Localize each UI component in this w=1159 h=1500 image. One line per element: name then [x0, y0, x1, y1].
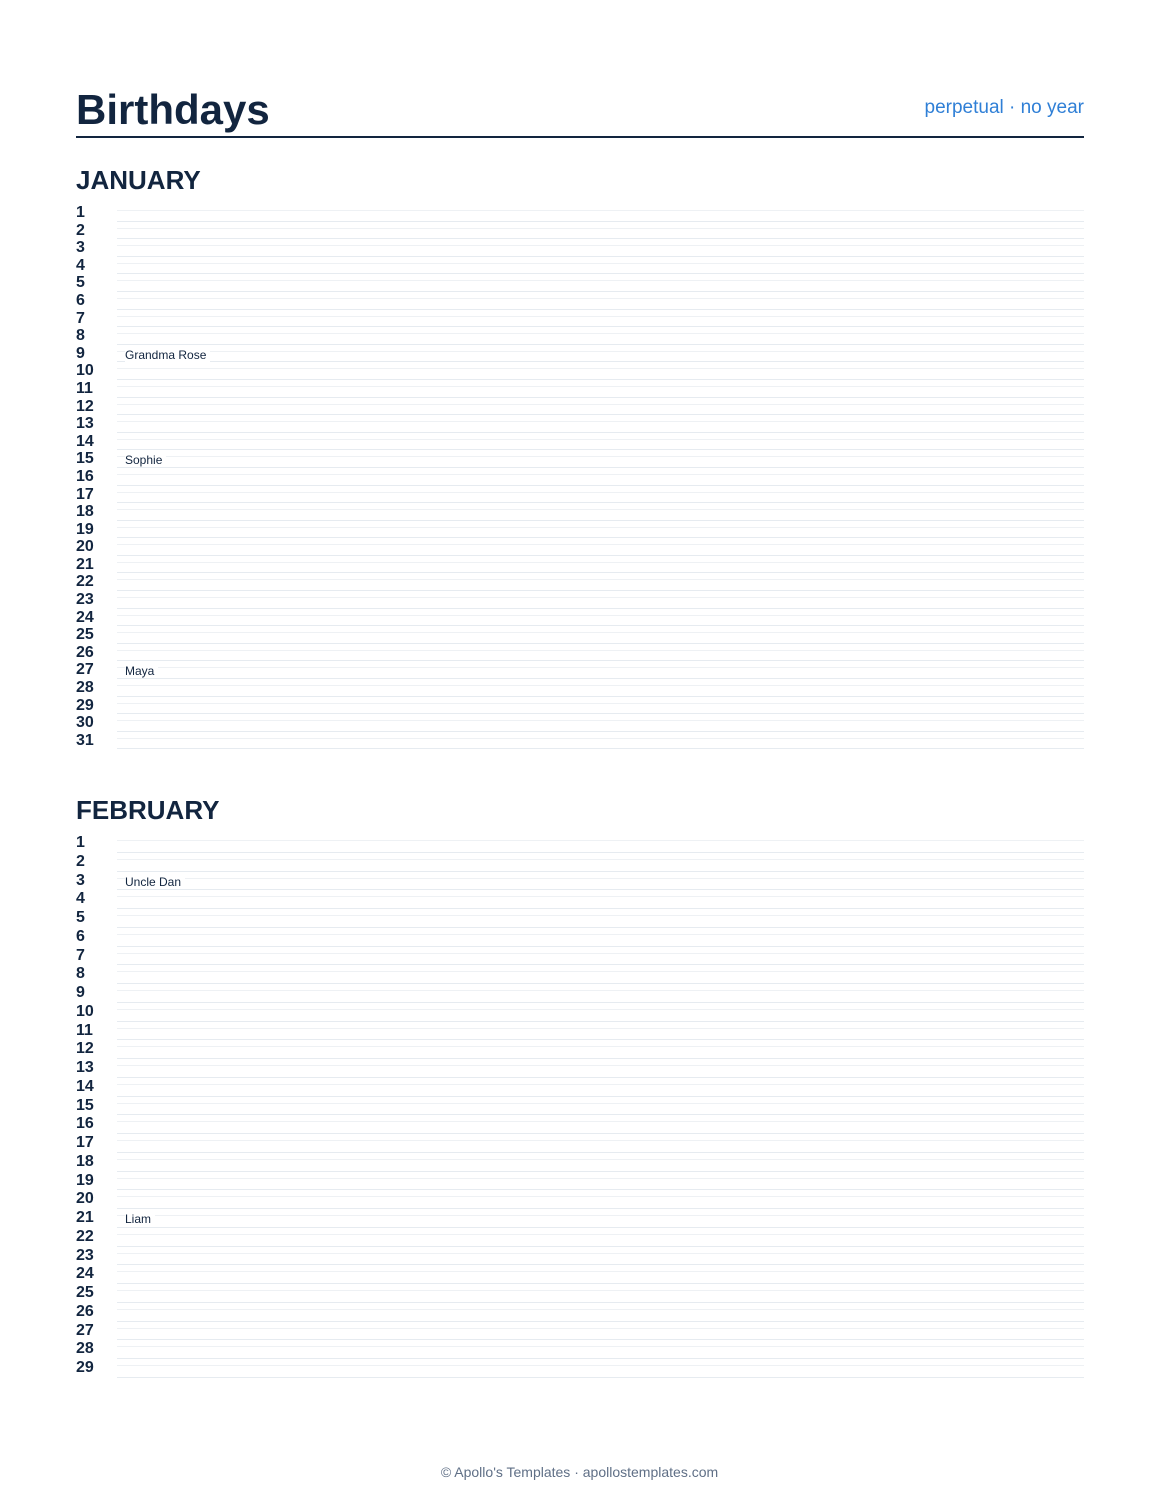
- day-row: [76, 362, 1084, 380]
- day-number: 31: [76, 731, 94, 749]
- entry-line[interactable]: [117, 984, 1084, 1003]
- entry-line[interactable]: [117, 1003, 1084, 1022]
- day-number: 7: [76, 309, 85, 327]
- day-number: 27: [76, 661, 94, 679]
- entry-line[interactable]: [117, 257, 1084, 275]
- entry-line[interactable]: [117, 1040, 1084, 1059]
- day-number: 11: [76, 1021, 93, 1039]
- day-row: [76, 486, 1084, 504]
- entry-line[interactable]: [117, 1284, 1084, 1303]
- birthday-name: Uncle Dan: [125, 875, 185, 889]
- entry-line[interactable]: [117, 732, 1084, 750]
- entry-line[interactable]: [117, 1022, 1084, 1041]
- month-title: JANUARY: [76, 165, 201, 195]
- day-row: [76, 398, 1084, 416]
- day-row: [76, 1359, 1084, 1378]
- entry-line[interactable]: [117, 327, 1084, 345]
- day-number: 14: [76, 432, 94, 450]
- entry-line[interactable]: [117, 556, 1084, 574]
- entry-line[interactable]: [117, 890, 1084, 909]
- day-row: [76, 521, 1084, 539]
- day-number: 2: [76, 221, 85, 239]
- day-number: 17: [76, 485, 94, 503]
- day-row: [76, 450, 1084, 468]
- day-row: [76, 573, 1084, 591]
- day-row: [76, 947, 1084, 966]
- day-row: [76, 1228, 1084, 1247]
- entry-line[interactable]: [117, 521, 1084, 539]
- day-row: [76, 239, 1084, 257]
- day-row: [76, 468, 1084, 486]
- day-row: [76, 415, 1084, 433]
- day-row: [76, 1022, 1084, 1041]
- entry-line[interactable]: [117, 1172, 1084, 1191]
- entry-line[interactable]: [117, 626, 1084, 644]
- day-row: [76, 1303, 1084, 1322]
- birthday-name: Sophie: [125, 453, 166, 467]
- entry-line[interactable]: [117, 1134, 1084, 1153]
- day-number: 18: [76, 503, 94, 521]
- day-number: 19: [76, 520, 94, 538]
- day-row: [76, 274, 1084, 292]
- day-row: [76, 1284, 1084, 1303]
- day-row: [76, 679, 1084, 697]
- day-number: 29: [76, 696, 94, 714]
- day-row: [76, 1322, 1084, 1341]
- entry-line[interactable]: [117, 1209, 1084, 1228]
- day-row: [76, 732, 1084, 750]
- month-section-february: [76, 794, 1084, 1378]
- day-number: 12: [76, 1040, 94, 1058]
- day-row: [76, 1115, 1084, 1134]
- day-number: 17: [76, 1134, 94, 1151]
- entry-line[interactable]: [117, 965, 1084, 984]
- day-row: [76, 644, 1084, 662]
- entry-line[interactable]: [117, 1190, 1084, 1209]
- entry-line[interactable]: [117, 538, 1084, 556]
- entry-line[interactable]: [117, 834, 1084, 853]
- day-number: 15: [76, 450, 94, 468]
- entry-line[interactable]: [117, 679, 1084, 697]
- day-row: [76, 1097, 1084, 1116]
- day-number: 4: [76, 890, 85, 908]
- entry-line[interactable]: [117, 697, 1084, 715]
- entry-line[interactable]: [117, 468, 1084, 486]
- entry-line[interactable]: [117, 644, 1084, 662]
- page-subtitle: perpetual · no year: [924, 97, 1084, 118]
- day-number: 22: [76, 573, 94, 591]
- entry-line[interactable]: [117, 362, 1084, 380]
- entry-line[interactable]: [117, 947, 1084, 966]
- entry-line[interactable]: [117, 222, 1084, 240]
- day-number: 13: [76, 415, 94, 433]
- day-number: 29: [76, 1359, 94, 1376]
- day-number: 11: [76, 379, 93, 397]
- day-number: 6: [76, 291, 85, 309]
- day-number: 20: [76, 538, 94, 556]
- day-number: 13: [76, 1059, 94, 1076]
- day-number: 15: [76, 1096, 94, 1114]
- day-row: [76, 1172, 1084, 1191]
- day-number: 7: [76, 946, 85, 964]
- entry-line[interactable]: [117, 573, 1084, 591]
- day-row: [76, 1247, 1084, 1266]
- entry-line[interactable]: [117, 661, 1084, 679]
- day-number: 8: [76, 965, 85, 983]
- day-row: [76, 591, 1084, 609]
- day-number: 9: [76, 344, 85, 362]
- day-row: [76, 538, 1084, 556]
- day-row: [76, 345, 1084, 363]
- day-row: [76, 222, 1084, 240]
- entry-line[interactable]: [117, 415, 1084, 433]
- day-number: 20: [76, 1190, 94, 1208]
- month-section-january: [76, 164, 1084, 749]
- day-number: 21: [76, 1209, 94, 1226]
- day-row: [76, 853, 1084, 872]
- entry-line[interactable]: [117, 872, 1084, 891]
- day-row: [76, 714, 1084, 732]
- entry-line[interactable]: [117, 1303, 1084, 1322]
- entry-line[interactable]: [117, 503, 1084, 521]
- entry-line[interactable]: [117, 310, 1084, 328]
- day-row: [76, 1059, 1084, 1078]
- entry-line[interactable]: [117, 450, 1084, 468]
- day-number: 6: [76, 927, 85, 945]
- day-row: [76, 834, 1084, 853]
- day-row: [76, 984, 1084, 1003]
- entry-line[interactable]: [117, 1228, 1084, 1247]
- day-number: 2: [76, 852, 85, 870]
- day-number: 16: [76, 1115, 94, 1133]
- day-row: [76, 928, 1084, 947]
- day-number: 19: [76, 1171, 94, 1189]
- day-row: [76, 1040, 1084, 1059]
- day-row: [76, 204, 1084, 222]
- day-number: 26: [76, 643, 94, 661]
- birthday-name: Liam: [125, 1212, 155, 1226]
- day-row: [76, 327, 1084, 345]
- day-number: 3: [76, 871, 85, 889]
- day-number: 5: [76, 909, 85, 926]
- page-footer: © Apollo's Templates · apollostemplates.com: [440, 1464, 719, 1480]
- entry-line[interactable]: [117, 609, 1084, 627]
- day-number: 30: [76, 714, 94, 732]
- day-row: [76, 626, 1084, 644]
- day-number: 1: [76, 204, 85, 221]
- day-row: [76, 661, 1084, 679]
- day-row: [76, 556, 1084, 574]
- day-number: 18: [76, 1152, 94, 1170]
- day-row: [76, 1190, 1084, 1209]
- day-list: [76, 834, 1084, 1378]
- entry-line[interactable]: [117, 204, 1084, 222]
- day-row: [76, 965, 1084, 984]
- month-title: FEBRUARY: [76, 795, 220, 825]
- entry-line[interactable]: [117, 591, 1084, 609]
- day-row: [76, 310, 1084, 328]
- day-number: 28: [76, 1340, 94, 1358]
- day-row: [76, 433, 1084, 451]
- day-row: [76, 1078, 1084, 1097]
- day-row: [76, 1153, 1084, 1172]
- birthday-name: Grandma Rose: [125, 348, 210, 362]
- day-number: 25: [76, 626, 94, 644]
- entry-line[interactable]: [117, 292, 1084, 310]
- day-number: 3: [76, 239, 85, 257]
- day-row: [76, 503, 1084, 521]
- entry-line[interactable]: [117, 1097, 1084, 1116]
- day-number: 12: [76, 397, 94, 415]
- day-row: [76, 872, 1084, 891]
- day-row: [76, 1340, 1084, 1359]
- day-row: [76, 890, 1084, 909]
- entry-line[interactable]: [117, 928, 1084, 947]
- day-row: [76, 1003, 1084, 1022]
- day-number: 10: [76, 362, 94, 380]
- entry-line[interactable]: [117, 239, 1084, 257]
- entry-line[interactable]: [117, 1153, 1084, 1172]
- day-row: [76, 909, 1084, 928]
- day-row: [76, 380, 1084, 398]
- day-row: [76, 1209, 1084, 1228]
- entry-line[interactable]: [117, 714, 1084, 732]
- day-row: [76, 1265, 1084, 1284]
- entry-line[interactable]: [117, 1078, 1084, 1097]
- entry-line[interactable]: [117, 486, 1084, 504]
- entry-line[interactable]: [117, 1340, 1084, 1359]
- day-number: 27: [76, 1321, 94, 1339]
- entry-line[interactable]: [117, 1265, 1084, 1284]
- entry-line[interactable]: [117, 274, 1084, 292]
- day-row: [76, 1134, 1084, 1153]
- entry-line[interactable]: [117, 398, 1084, 416]
- entry-line[interactable]: [117, 1115, 1084, 1134]
- day-number: 24: [76, 608, 94, 626]
- page-title: Birthdays: [76, 86, 270, 133]
- day-list: [76, 204, 1084, 749]
- day-number: 8: [76, 327, 85, 345]
- day-number: 26: [76, 1302, 94, 1320]
- day-number: 9: [76, 984, 85, 1001]
- entry-line[interactable]: [117, 1322, 1084, 1341]
- day-number: 25: [76, 1284, 94, 1301]
- day-number: 10: [76, 1002, 94, 1020]
- day-number: 21: [76, 555, 94, 573]
- day-number: 23: [76, 1246, 94, 1264]
- entry-line[interactable]: [117, 853, 1084, 872]
- day-number: 23: [76, 591, 94, 609]
- entry-line[interactable]: [117, 1247, 1084, 1266]
- day-number: 5: [76, 274, 85, 292]
- day-row: [76, 697, 1084, 715]
- day-number: 1: [76, 834, 85, 851]
- day-number: 22: [76, 1227, 94, 1245]
- entry-line[interactable]: [117, 380, 1084, 398]
- day-row: [76, 292, 1084, 310]
- entry-line[interactable]: [117, 433, 1084, 451]
- entry-line[interactable]: [117, 1359, 1084, 1378]
- day-row: [76, 257, 1084, 275]
- day-number: 16: [76, 467, 94, 485]
- entry-line[interactable]: [117, 345, 1084, 363]
- day-number: 4: [76, 256, 85, 274]
- day-number: 24: [76, 1265, 94, 1283]
- entry-line[interactable]: [117, 909, 1084, 928]
- day-number: 28: [76, 679, 94, 697]
- day-row: [76, 609, 1084, 627]
- entry-line[interactable]: [117, 1059, 1084, 1078]
- birthday-name: Maya: [125, 664, 158, 678]
- day-number: 14: [76, 1077, 94, 1095]
- page-header: [76, 82, 1084, 138]
